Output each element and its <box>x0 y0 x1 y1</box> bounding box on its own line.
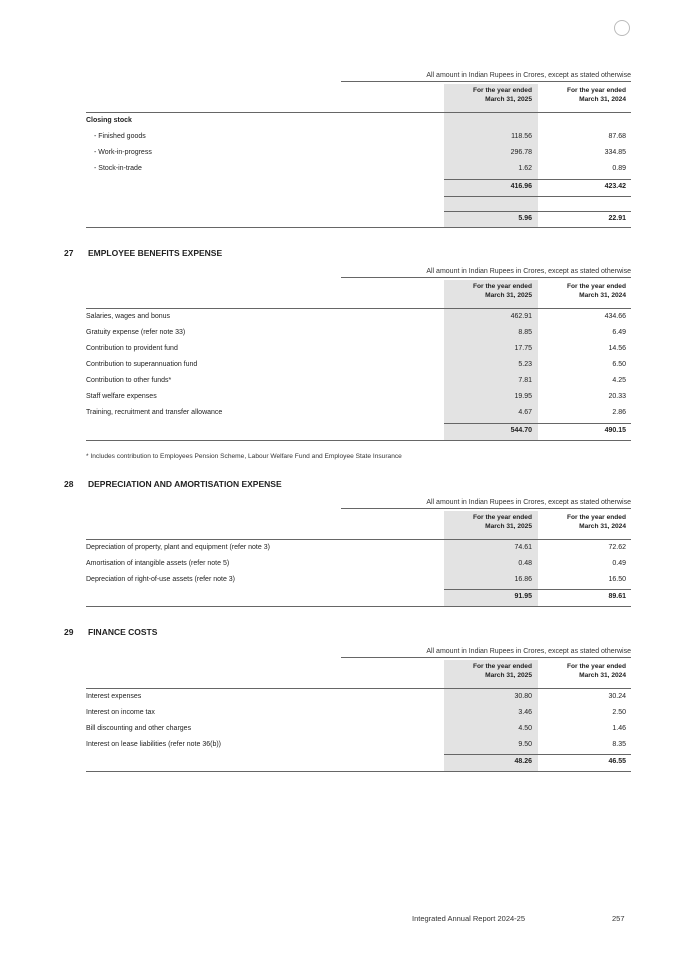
amounts-note: All amount in Indian Rupees in Crores, except as stated otherwise <box>86 499 631 506</box>
column-header-2024: For the year ended March 31, 2024 <box>567 87 626 103</box>
amounts-note: All amount in Indian Rupees in Crores, except as stated otherwise <box>86 648 631 655</box>
table-row: Contribution to superannuation fund 5.23 6.50 <box>86 361 626 368</box>
total-row: 544.70 490.15 <box>510 427 626 434</box>
table-row: Bill discounting and other charges 4.50 1.46 <box>86 725 626 732</box>
report-title: Integrated Annual Report 2024-25 <box>412 914 526 923</box>
subtotal-row: 416.96 423.42 <box>510 183 626 190</box>
amounts-note: All amount in Indian Rupees in Crores, except as stated otherwise <box>86 268 631 275</box>
table-row: - Finished goods 118.56 87.68 <box>94 133 626 140</box>
column-header-2025: For the year ended March 31, 2025 <box>473 663 532 679</box>
total-row: 91.95 89.61 <box>514 593 626 600</box>
table-row: Gratuity expense (refer note 33) 8.85 6.49 <box>86 329 626 336</box>
total-row: 48.26 46.55 <box>514 758 626 765</box>
table-row: Interest on income tax 3.46 2.50 <box>86 709 626 716</box>
table-row: Depreciation of property, plant and equipment (refer note 3) 74.61 72.62 <box>86 544 626 551</box>
page-footer <box>412 914 625 923</box>
section-heading-27: 27 EMPLOYEE BENEFITS EXPENSE <box>64 248 223 258</box>
table-row: Amortisation of intangible assets (refer note 5) 0.48 0.49 <box>86 560 626 567</box>
table-row: - Stock-in-trade 1.62 0.89 <box>94 165 626 172</box>
column-header-2024: For the year ended March 31, 2024 <box>567 283 626 299</box>
amounts-note: All amount in Indian Rupees in Crores, except as stated otherwise <box>86 72 631 79</box>
column-header-2024: For the year ended March 31, 2024 <box>567 663 626 679</box>
section-heading-28: 28 DEPRECIATION AND AMORTISATION EXPENSE <box>64 479 282 489</box>
table-row: Contribution to provident fund 17.75 14.56 <box>86 345 626 352</box>
column-header-2025: For the year ended March 31, 2025 <box>473 283 532 299</box>
table-row: Staff welfare expenses 19.95 20.33 <box>86 393 626 400</box>
table-row: Training, recruitment and transfer allowance 4.67 2.86 <box>86 409 626 416</box>
table-row: Contribution to other funds* 7.81 4.25 <box>86 377 626 384</box>
column-header-2025: For the year ended March 31, 2025 <box>473 87 532 103</box>
table-row: Depreciation of right-of-use assets (refer note 3) 16.86 16.50 <box>86 576 626 583</box>
table-row: Interest on lease liabilities (refer note 36(b)) 9.50 8.35 <box>86 741 626 748</box>
table-row: Closing stock <box>86 117 132 124</box>
table-row: Interest expenses 30.80 30.24 <box>86 693 626 700</box>
section-heading-29: 29 FINANCE COSTS <box>64 627 158 637</box>
footnote: * Includes contribution to Employees Pension Scheme, Labour Welfare Fund and Employee State Insurance <box>86 453 402 460</box>
page-number: 257 <box>612 914 625 923</box>
table-row: Salaries, wages and bonus 462.91 434.66 <box>86 313 626 320</box>
column-header-2024: For the year ended March 31, 2024 <box>567 514 626 530</box>
total-row: 5.96 22.91 <box>518 215 626 222</box>
column-header-2025: For the year ended March 31, 2025 <box>473 514 532 530</box>
table-row: - Work-in-progress 296.78 334.85 <box>94 149 626 156</box>
company-logo-icon <box>614 20 630 36</box>
